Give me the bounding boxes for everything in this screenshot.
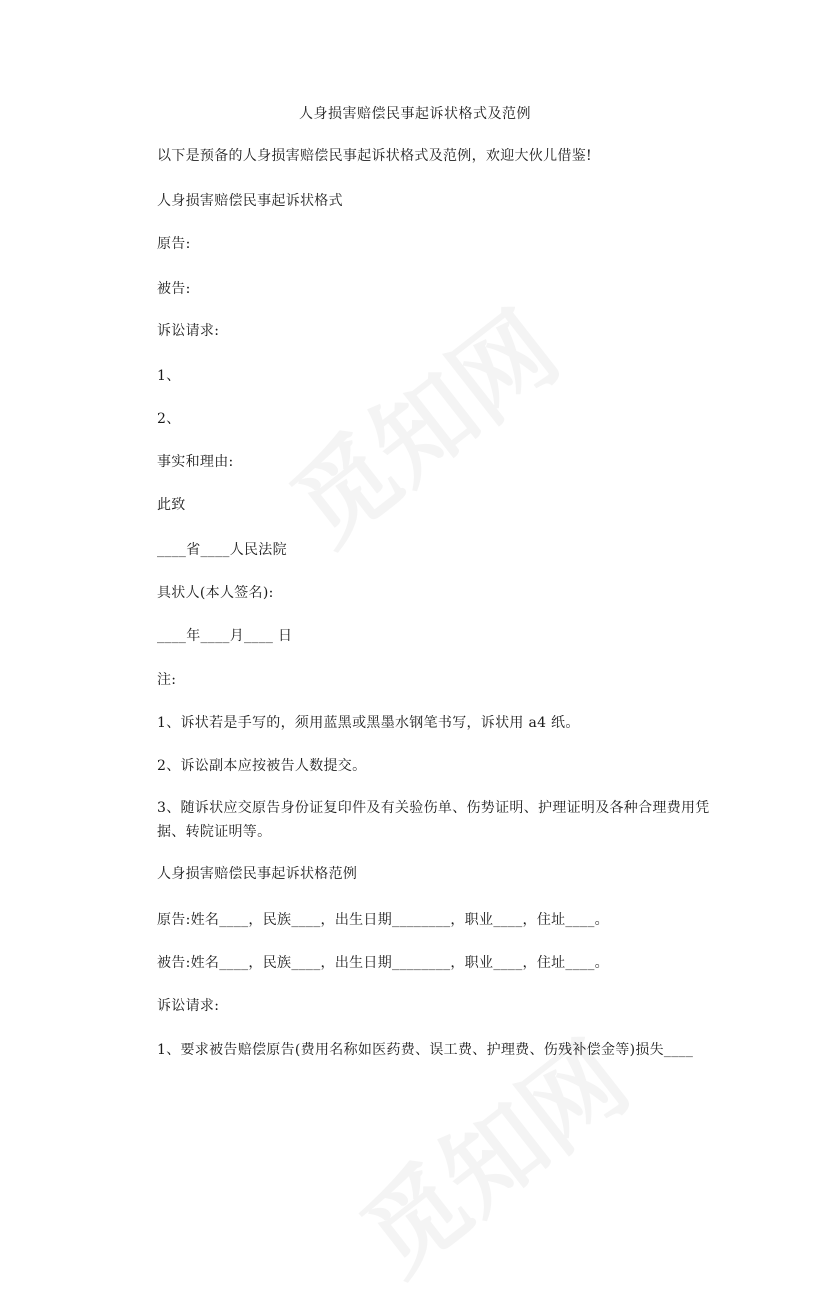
- note-item-1: 1、诉状若是手写的，须用蓝黑或黑墨水钢笔书写，诉状用 a4 纸。: [157, 715, 580, 731]
- claim-item-2: 2、: [157, 411, 181, 427]
- document-title: 人身损害赔偿民事起诉状格式及范例: [299, 106, 531, 122]
- facts-label: 事实和理由:: [157, 454, 234, 470]
- date-line: ____年____月____ 日: [157, 628, 293, 644]
- example-plaintiff: 原告:姓名____，民族____，出生日期________，职业____，住址____。: [157, 912, 609, 928]
- notes-label: 注:: [157, 672, 177, 688]
- plaintiff-label: 原告:: [157, 236, 191, 252]
- defendant-label: 被告:: [157, 281, 191, 297]
- salutation: 此致: [157, 497, 186, 513]
- section-heading-example: 人身损害赔偿民事起诉状格范例: [157, 866, 358, 882]
- signature-line: 具状人(本人签名):: [157, 585, 274, 601]
- intro-paragraph: 以下是预备的人身损害赔偿民事起诉状格式及范例，欢迎大伙儿借鉴!: [157, 148, 592, 164]
- example-defendant: 被告:姓名____，民族____，出生日期________，职业____，住址____。: [157, 955, 609, 971]
- note-item-2: 2、诉讼副本应按被告人数提交。: [157, 758, 367, 774]
- note-item-3: 3、随诉状应交原告身份证复印件及有关验伤单、伤势证明、护理证明及各种合理费用凭据、转院证明等。: [157, 800, 710, 840]
- court-line: ____省____人民法院: [157, 542, 287, 558]
- claim-item-1: 1、: [157, 368, 181, 384]
- example-claim-item-1: 1、要求被告赔偿原告(费用名称如医药费、误工费、护理费、伤残补偿金等)损失____: [157, 1042, 694, 1058]
- claims-label: 诉讼请求:: [157, 323, 220, 339]
- watermark: [257, 273, 582, 571]
- example-claims-label: 诉讼请求:: [157, 998, 220, 1014]
- section-heading-format: 人身损害赔偿民事起诉状格式: [157, 193, 343, 209]
